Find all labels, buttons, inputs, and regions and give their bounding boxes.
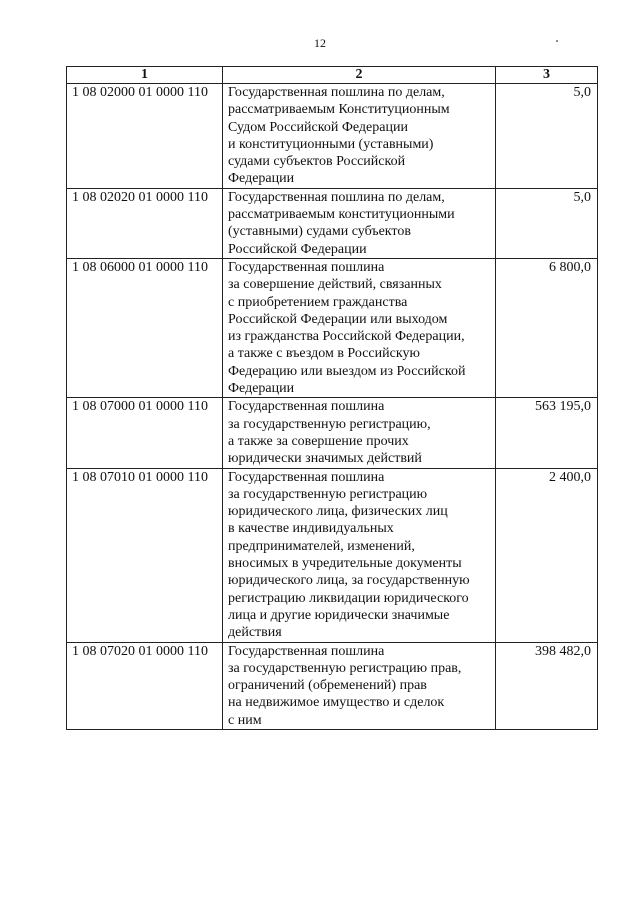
budget-revenue-table	[66, 66, 598, 730]
table-row	[67, 84, 598, 189]
revenue-code: 1 08 02000 01 0000 110	[67, 84, 223, 189]
column-header-1: 1	[67, 67, 223, 84]
revenue-name: Государственная пошлина за государственную регистрацию, а также за совершение прочих юридически значимых действий	[223, 398, 496, 468]
table-header-row	[67, 67, 598, 84]
revenue-name: Государственная пошлина за государственную регистрацию прав, ограничений (обременений) прав на недвижимое имущество и сделок с ним	[223, 642, 496, 729]
table-row	[67, 398, 598, 468]
revenue-name: Государственная пошлина по делам, рассматриваемым конституционными (уставными) судами субъектов Российской Федерации	[223, 188, 496, 258]
revenue-code: 1 08 07010 01 0000 110	[67, 468, 223, 642]
revenue-code: 1 08 07020 01 0000 110	[67, 642, 223, 729]
column-header-2: 2	[223, 67, 496, 84]
revenue-code: 1 08 07000 01 0000 110	[67, 398, 223, 468]
revenue-amount: 6 800,0	[496, 258, 598, 397]
column-header-3: 3	[496, 67, 598, 84]
table-row	[67, 642, 598, 729]
scan-speck	[556, 40, 558, 42]
revenue-code: 1 08 02020 01 0000 110	[67, 188, 223, 258]
revenue-name: Государственная пошлина за совершение действий, связанных с приобретением гражданства Российской Федерации или выходом из гражданства Российской Федерации, а также с въездом в Российскую Федерацию или выездом из Российской Федерации	[223, 258, 496, 397]
table-row	[67, 468, 598, 642]
page-number: 12	[314, 36, 326, 50]
revenue-name: Государственная пошлина за государственную регистрацию юридического лица, физических лиц в качестве индивидуальных предпринимателей, изменений, вносимых в учредительные документы юридического лица, за государственную регистрацию ликвидации юридического лица и другие юридически значимые действия	[223, 468, 496, 642]
revenue-code: 1 08 06000 01 0000 110	[67, 258, 223, 397]
revenue-amount: 563 195,0	[496, 398, 598, 468]
revenue-name: Государственная пошлина по делам, рассматриваемым Конституционным Судом Российской Федерации и конституционными (уставными) судами субъектов Российской Федерации	[223, 84, 496, 189]
revenue-amount: 5,0	[496, 188, 598, 258]
revenue-amount: 398 482,0	[496, 642, 598, 729]
table-row	[67, 258, 598, 397]
revenue-amount: 2 400,0	[496, 468, 598, 642]
revenue-amount: 5,0	[496, 84, 598, 189]
table-row	[67, 188, 598, 258]
